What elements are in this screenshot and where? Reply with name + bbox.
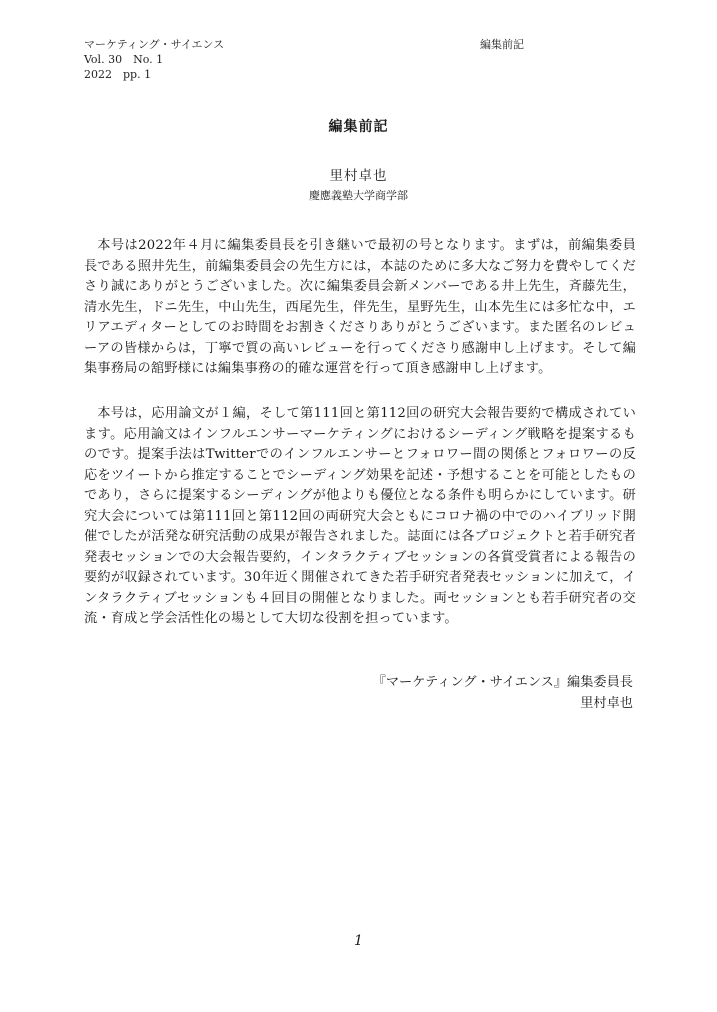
signature-name: 里村卓也 (580, 696, 633, 711)
section-header: 編集前記 (480, 38, 524, 51)
author-affiliation: 慶應義塾大学商学部 (309, 189, 408, 202)
body-paragraph-1: 本号は2022年４月に編集委員長を引き継いで最初の号となります。まずは，前編集委員長である照井先生，前編集委員会の先生方には，本誌のために多大なご努力を費やしてくださり誠にありがとうございました。次に編集委員会新メンバーである井上先生，斉藤先生，清水先生，ドニ先生，中山先生，西尾先生，伴先生，星野先生，山本先生には多忙な中，エリアエディターとしてのお時間をお割きくださりありがとうございます。また匿名のレビューアの皆様からは，丁寧で質の高いレビューを行ってくださり感謝申し上げます。そして編集事務局の舘野様には編集事務の的確な運営を行って頂き感謝申し上げます。 (84, 238, 636, 376)
running-header (84, 37, 224, 82)
article-title: 編集前記 (328, 119, 389, 135)
year-pages: 2022 pp. 1 (84, 68, 152, 81)
body-paragraph-2: 本号は，応用論文が１編，そして第111回と第112回の研究大会報告要約で構成されています。応用論文はインフルエンサーマーケティングにおけるシーディング戦略を提案するものです。提案手法はTwitterでのインフルエンサーとフォロワー間の関係とフォロワーの反応をツイートから推定することでシーディング効果を記述・予想することを可能としたものであり，さらに提案するシーディングが他よりも優位となる条件も明らかにしています。研究大会については第111回と第112回の両研究大会ともにコロナ禍の中でのハイブリッド開催でしたが活発な研究活動の成果が報告されました。誌面には各プロジェクトと若手研究者発表セッションでの大会報告要約，インタラクティブセッションの各賞受賞者による報告の要約が収録されています。30年近く開催されてきた若手研究者発表セッションに加えて，インタラクティブセッションも４回目の開催となりました。両セッションとも若手研究者の交流・育成と学会活性化の場として大切な役割を担っています。 (84, 406, 636, 626)
author-name: 里村卓也 (329, 168, 388, 184)
volume-number: Vol. 30 No. 1 (84, 53, 164, 66)
signature-block (373, 672, 633, 714)
journal-name: マーケティング・サイエンス (84, 38, 225, 51)
page-number: 1 (354, 933, 363, 949)
signature-role: 『マーケティング・サイエンス』編集委員長 (372, 675, 633, 690)
